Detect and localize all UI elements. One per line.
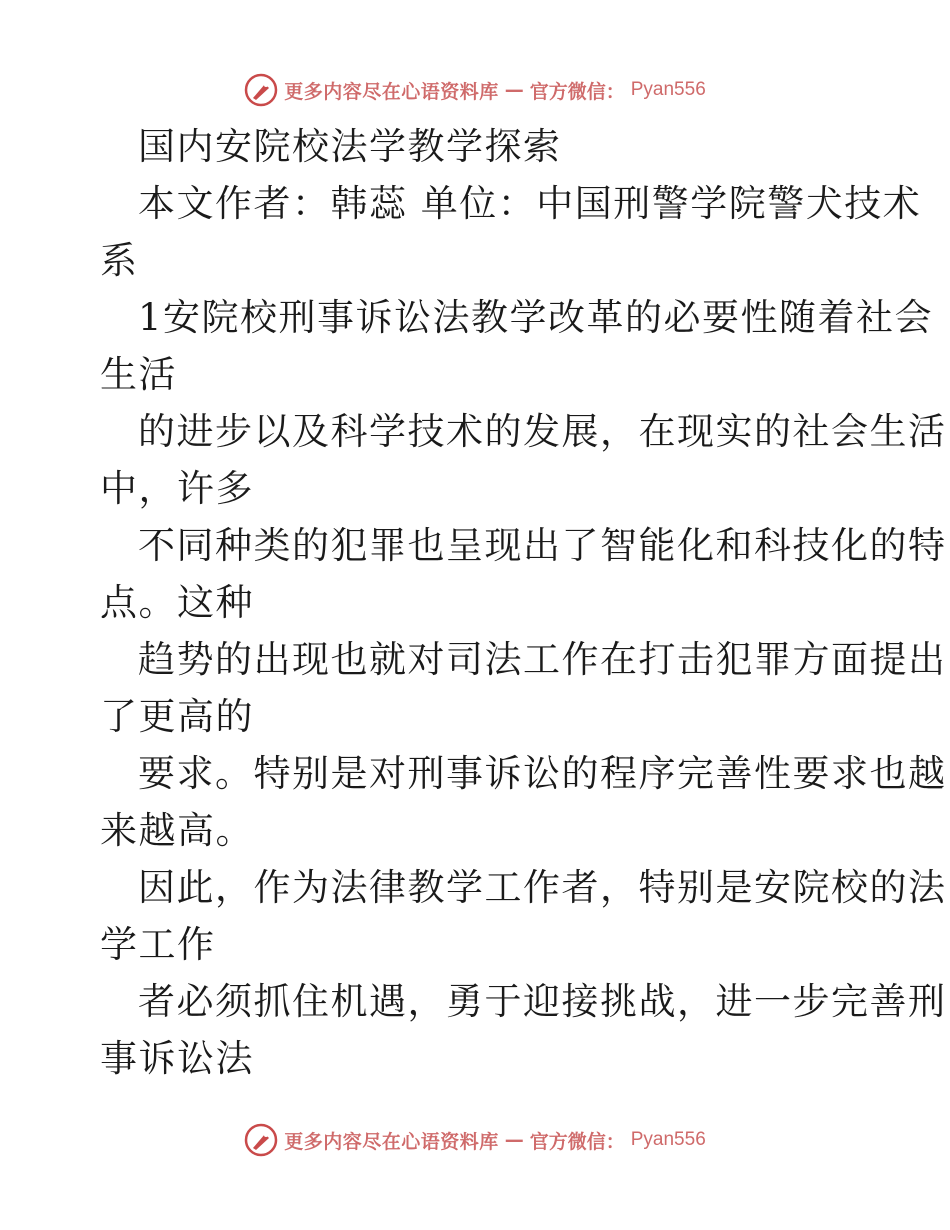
text-line: 1安院校刑事诉讼法教学改革的必要性随着社会 — [138, 296, 934, 339]
text-line: 了更高的 — [100, 695, 254, 738]
banner-wechat-label: 官方微信： — [529, 80, 625, 103]
text-line: 点。这种 — [100, 581, 254, 624]
text-line: 不同种类的犯罪也呈现出了智能化和科技化的特 — [138, 524, 947, 567]
document-title: 国内安院校法学教学探索 — [138, 125, 562, 168]
banner-wechat-id: Pyan556 — [630, 79, 706, 100]
text-line: 生活 — [100, 353, 177, 396]
pen-nib-icon — [244, 1123, 278, 1157]
text-line: 事诉讼法 — [100, 1037, 254, 1080]
pen-nib-icon — [244, 73, 278, 107]
text-line: 要求。特别是对刑事诉讼的程序完善性要求也越 — [138, 752, 947, 795]
text-line: 趋势的出现也就对司法工作在打击犯罪方面提出 — [138, 638, 947, 681]
author-line: 本文作者：韩蕊 单位：中国刑警学院警犬技术 — [138, 182, 922, 225]
banner-wechat-label: 官方微信： — [529, 1130, 625, 1153]
banner-text: 更多内容尽在心语资料库 — [284, 80, 499, 103]
text-line: 系 — [100, 239, 139, 282]
text-line: 的进步以及科学技术的发展，在现实的社会生活 — [138, 410, 947, 453]
text-line: 者必须抓住机遇，勇于迎接挑战，进一步完善刑 — [138, 980, 947, 1023]
banner-wechat-id: Pyan556 — [630, 1129, 706, 1150]
header-watermark-banner — [0, 70, 950, 110]
banner-dash: — — [504, 1129, 524, 1151]
text-line: 来越高。 — [100, 809, 254, 852]
banner-dash: — — [504, 79, 524, 101]
text-line: 学工作 — [100, 923, 216, 966]
document-body — [100, 118, 947, 1087]
banner-text: 更多内容尽在心语资料库 — [284, 1130, 499, 1153]
text-line: 中，许多 — [100, 467, 254, 510]
text-line: 因此，作为法律教学工作者，特别是安院校的法 — [138, 866, 947, 909]
footer-watermark-banner — [0, 1120, 950, 1160]
